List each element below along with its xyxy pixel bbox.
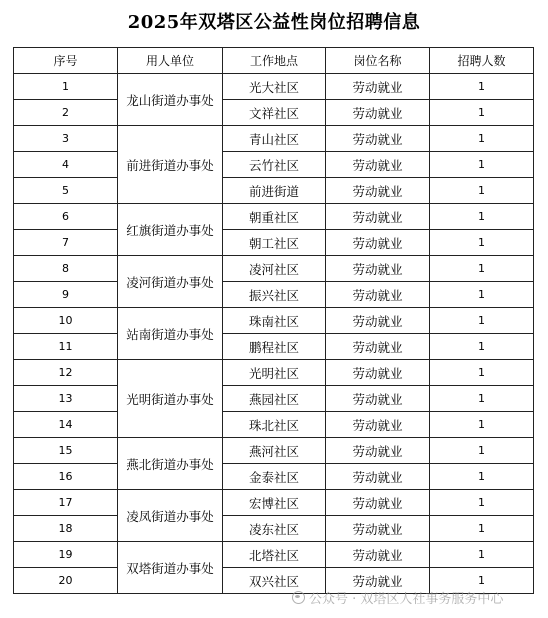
- header-no: 序号: [14, 48, 118, 74]
- cell-post: 劳动就业: [326, 542, 430, 568]
- cell-count: 1: [430, 126, 534, 152]
- table-row: [14, 334, 534, 360]
- table-row: [14, 100, 534, 126]
- header-count: 招聘人数: [430, 48, 534, 74]
- cell-post: 劳动就业: [326, 464, 430, 490]
- table-row: [14, 516, 534, 542]
- cell-place: 凌东社区: [223, 516, 326, 542]
- cell-no: 18: [14, 516, 118, 542]
- cell-count: 1: [430, 152, 534, 178]
- table-row: [14, 438, 534, 464]
- table-row: [14, 568, 534, 594]
- cell-no: 4: [14, 152, 118, 178]
- table-header-row: [14, 48, 534, 74]
- cell-post: 劳动就业: [326, 334, 430, 360]
- cell-no: 12: [14, 360, 118, 386]
- cell-count: 1: [430, 204, 534, 230]
- cell-post: 劳动就业: [326, 230, 430, 256]
- cell-count: 1: [430, 282, 534, 308]
- cell-post: 劳动就业: [326, 126, 430, 152]
- cell-count: 1: [430, 334, 534, 360]
- cell-count: 1: [430, 516, 534, 542]
- cell-count: 1: [430, 542, 534, 568]
- cell-unit: 前进街道办事处: [118, 126, 223, 204]
- cell-post: 劳动就业: [326, 100, 430, 126]
- cell-post: 劳动就业: [326, 490, 430, 516]
- cell-count: 1: [430, 178, 534, 204]
- table-row: [14, 412, 534, 438]
- cell-post: 劳动就业: [326, 256, 430, 282]
- cell-count: 1: [430, 464, 534, 490]
- table-row: [14, 152, 534, 178]
- cell-count: 1: [430, 100, 534, 126]
- cell-unit: 凌河街道办事处: [118, 256, 223, 308]
- cell-post: 劳动就业: [326, 178, 430, 204]
- cell-post: 劳动就业: [326, 412, 430, 438]
- table-row: [14, 74, 534, 100]
- cell-no: 7: [14, 230, 118, 256]
- table-row: [14, 282, 534, 308]
- cell-count: 1: [430, 568, 534, 594]
- cell-no: 6: [14, 204, 118, 230]
- cell-no: 10: [14, 308, 118, 334]
- cell-count: 1: [430, 230, 534, 256]
- cell-count: 1: [430, 412, 534, 438]
- watermark-text: 公众号 · 双塔区人社事务服务中心: [309, 591, 504, 607]
- cell-no: 9: [14, 282, 118, 308]
- table-row: [14, 230, 534, 256]
- table-row: [14, 178, 534, 204]
- cell-unit: 红旗街道办事处: [118, 204, 223, 256]
- table-row: [14, 360, 534, 386]
- table-row: [14, 256, 534, 282]
- cell-post: 劳动就业: [326, 568, 430, 594]
- cell-place: 北塔社区: [223, 542, 326, 568]
- table-row: [14, 126, 534, 152]
- cell-post: 劳动就业: [326, 308, 430, 334]
- cell-place: 振兴社区: [223, 282, 326, 308]
- cell-place: 金泰社区: [223, 464, 326, 490]
- cell-no: 19: [14, 542, 118, 568]
- cell-place: 云竹社区: [223, 152, 326, 178]
- cell-post: 劳动就业: [326, 152, 430, 178]
- cell-post: 劳动就业: [326, 516, 430, 542]
- cell-no: 1: [14, 74, 118, 100]
- cell-count: 1: [430, 360, 534, 386]
- cell-place: 光大社区: [223, 74, 326, 100]
- cell-place: 燕河社区: [223, 438, 326, 464]
- cell-unit: 龙山街道办事处: [118, 74, 223, 126]
- cell-unit: 凌凤街道办事处: [118, 490, 223, 542]
- cell-no: 3: [14, 126, 118, 152]
- cell-post: 劳动就业: [326, 386, 430, 412]
- cell-count: 1: [430, 490, 534, 516]
- cell-count: 1: [430, 438, 534, 464]
- cell-place: 燕园社区: [223, 386, 326, 412]
- table-row: [14, 386, 534, 412]
- header-place: 工作地点: [223, 48, 326, 74]
- recruitment-table: [13, 47, 534, 594]
- cell-place: 珠北社区: [223, 412, 326, 438]
- table-row: [14, 464, 534, 490]
- table-body: [14, 74, 534, 594]
- cell-no: 14: [14, 412, 118, 438]
- cell-place: 鹏程社区: [223, 334, 326, 360]
- cell-place: 青山社区: [223, 126, 326, 152]
- cell-no: 11: [14, 334, 118, 360]
- table-row: [14, 542, 534, 568]
- cell-place: 朝工社区: [223, 230, 326, 256]
- cell-no: 13: [14, 386, 118, 412]
- cell-place: 凌河社区: [223, 256, 326, 282]
- page-title: 2025年双塔区公益性岗位招聘信息: [127, 12, 421, 33]
- cell-count: 1: [430, 386, 534, 412]
- header-post: 岗位名称: [326, 48, 430, 74]
- header-unit: 用人单位: [118, 48, 223, 74]
- cell-post: 劳动就业: [326, 360, 430, 386]
- cell-no: 2: [14, 100, 118, 126]
- cell-no: 8: [14, 256, 118, 282]
- cell-post: 劳动就业: [326, 438, 430, 464]
- cell-place: 珠南社区: [223, 308, 326, 334]
- table-row: [14, 490, 534, 516]
- table-row: [14, 204, 534, 230]
- cell-no: 5: [14, 178, 118, 204]
- cell-unit: 光明街道办事处: [118, 360, 223, 438]
- cell-no: 15: [14, 438, 118, 464]
- cell-place: 双兴社区: [223, 568, 326, 594]
- cell-no: 17: [14, 490, 118, 516]
- cell-count: 1: [430, 308, 534, 334]
- cell-post: 劳动就业: [326, 282, 430, 308]
- cell-post: 劳动就业: [326, 74, 430, 100]
- cell-count: 1: [430, 74, 534, 100]
- cell-unit: 站南街道办事处: [118, 308, 223, 360]
- cell-post: 劳动就业: [326, 204, 430, 230]
- cell-count: 1: [430, 256, 534, 282]
- cell-place: 光明社区: [223, 360, 326, 386]
- cell-no: 16: [14, 464, 118, 490]
- cell-unit: 双塔街道办事处: [118, 542, 223, 594]
- cell-no: 20: [14, 568, 118, 594]
- cell-place: 朝重社区: [223, 204, 326, 230]
- table-row: [14, 308, 534, 334]
- cell-place: 宏博社区: [223, 490, 326, 516]
- cell-place: 前进街道: [223, 178, 326, 204]
- cell-place: 文祥社区: [223, 100, 326, 126]
- cell-unit: 燕北街道办事处: [118, 438, 223, 490]
